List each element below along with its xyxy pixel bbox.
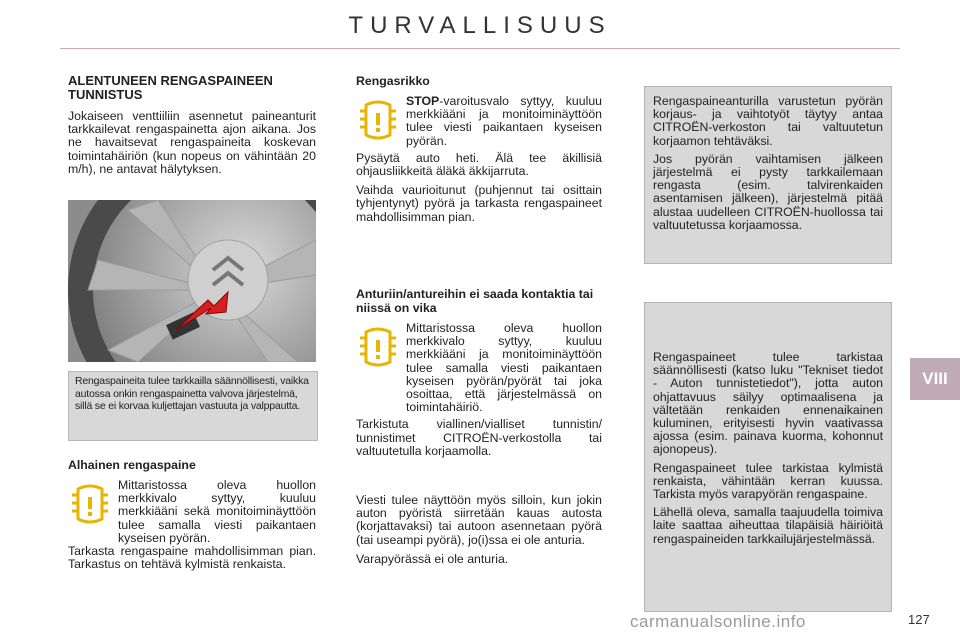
spare-wheel-section bbox=[356, 494, 602, 572]
caption-box: Rengaspaineita tulee tarkkailla säännöllisesti, vaikka autossa onkin rengaspainetta valvova järjestelmä, sillä se ei korvaa kuljettajan vastuuta ja valppautta. bbox=[68, 371, 318, 441]
puncture-text-3: Vaihda vaurioitunut (puhjennut tai osittain tyhjentynyt) pyörä ja tarkasta rengaspaineet mahdollisimman pian. bbox=[356, 183, 602, 224]
tyre-puncture-warning-icon bbox=[356, 97, 400, 143]
puncture-text-2: Pysäytä auto heti. Älä tee äkillisiä ohjausliikkeitä äläkä äkkijarruta. bbox=[356, 150, 602, 179]
repair-text-1: Rengaspaineanturilla varustetun pyörän korjaus- ja vaihtotyöt täytyy antaa CITROËN-verkoston tai valtuutetun korjaamon tehtäväksi. bbox=[653, 94, 883, 148]
sensor-fault-section bbox=[356, 287, 602, 464]
info-box-repair bbox=[644, 86, 892, 264]
puncture-text-1-body: -varoitusvalo syttyy, kuuluu merkkiääni ja monitoiminäyttöön tulee viesti paikantaen kyseisen pyörän. bbox=[406, 94, 602, 148]
puncture-text-1 bbox=[406, 95, 602, 148]
page-number: 127 bbox=[908, 612, 930, 627]
tyre-valve-photo bbox=[68, 200, 316, 362]
spare-text-1: Viesti tulee näyttöön myös silloin, kun jokin auton pyöristä siirretään kauas autosta (korjattavaksi) tai autoon asennetaan pyörä (tai useampi pyörä), jo(i)ssa ei ole anturia. bbox=[356, 493, 602, 547]
left-column bbox=[68, 74, 316, 182]
watermark: carmanualsonline.info bbox=[630, 612, 806, 631]
puncture-section bbox=[356, 74, 602, 230]
sensor-fault-text-1: Mittaristossa oleva huollon merkkivalo syttyy, kuuluu merkkiääni ja monitoiminäyttöön tulee samalla viesti paikantaen kyseisen pyörän/pyörät tai joka osoittaa, että järjestelmässä on toimintahäiriö. bbox=[406, 321, 602, 415]
intro-paragraph: Jokaiseen venttiiliin asennetut paineanturit tarkkailevat rengaspainetta ajon aikana. Jos ne havaitsevat rengaspaineita koskevan toimintahäiriön (kun nopeus on vähintään 20 m/h), ne antavat hälytyksen. bbox=[68, 109, 316, 176]
low-pressure-text-2: Tarkasta rengaspaine mahdollisimman pian. Tarkastus on tehtävä kylmistä renkaista. bbox=[68, 544, 316, 572]
info-box-pressure-check bbox=[644, 302, 892, 612]
sensor-fault-text-2: Tarkistuta viallinen/vialliset tunnistin/ tunnistimet CITROËN-verkostolla tai valtuutetulla korjaamolla. bbox=[356, 417, 602, 458]
stop-label: STOP bbox=[406, 94, 440, 108]
page-title: TURVALLISUUS bbox=[348, 12, 612, 39]
low-pressure-heading: Alhainen rengaspaine bbox=[68, 458, 196, 472]
tyre-sensor-fault-icon bbox=[356, 324, 400, 370]
pressure-check-text-1: Rengaspaineet tulee tarkistaa säännöllisesti (katso luku "Tekniset tiedot - Auton tunnistetiedot"), jotta auton ohjattavuus säilyy optimaalisena ja vältetään renkaiden ennenaikainen kuluminen, erityisesti hyvin vaativassa ajossa (esim. painava kuorma, kohonnut ajonopeus). bbox=[653, 350, 883, 457]
puncture-heading: Rengasrikko bbox=[356, 74, 430, 88]
section-tab: VIII bbox=[910, 358, 960, 400]
pressure-check-text-2: Rengaspaineet tulee tarkistaa kylmistä renkaista, vähintään kerran kuussa. Tarkista myös varapyörän rengaspaine. bbox=[653, 460, 883, 502]
pressure-check-text-3: Lähellä oleva, samalla taajuudella toimiva laite saattaa aiheuttaa tilapäisiä häiriöitä rengaspaineiden tarkkailujärjestelmässä. bbox=[653, 505, 883, 546]
sensor-fault-heading: Anturiin/antureihin ei saada kontaktia tai niissä on vika bbox=[356, 287, 594, 315]
repair-text-2: Jos pyörän vaihtamisen jälkeen järjestelmä ei pysty tarkkailemaan rengasta (esim. talvirenkaiden asentamisen jälkeen), järjestelmä pitää alustaa uudelleen CITROËN-huollossa tai valtuutetussa korjaamossa. bbox=[653, 151, 883, 232]
title-divider bbox=[60, 48, 900, 49]
low-pressure-section bbox=[68, 458, 316, 577]
spare-text-2: Varapyörässä ei ole anturia. bbox=[356, 551, 509, 566]
tyre-pressure-warning-icon bbox=[68, 481, 112, 527]
low-pressure-text-1: Mittaristossa oleva huollon merkkivalo syttyy, kuuluu merkkiääni sekä monitoiminäyttöön tulee samalla viesti paikantaen kyseisen pyörän. bbox=[118, 478, 316, 545]
section-heading: ALENTUNEEN RENGASPAINEEN TUNNISTUS bbox=[68, 73, 273, 102]
wheel-illustration bbox=[68, 200, 316, 362]
